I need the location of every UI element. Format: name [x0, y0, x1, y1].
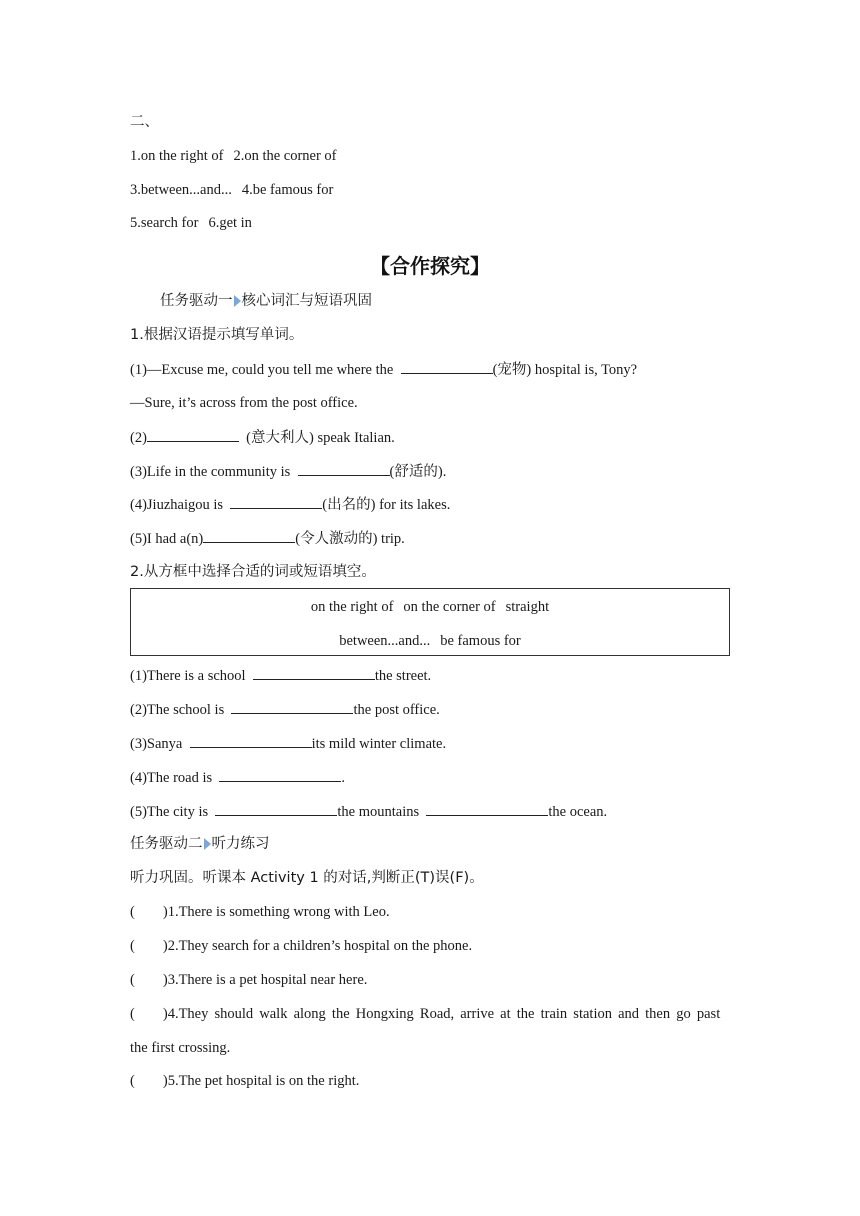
q4-text: (4)Jiuzhaigou is: [130, 497, 224, 513]
q5-text-end: the ocean.: [548, 804, 608, 820]
ex1-q4: [130, 494, 450, 515]
word-box: [130, 588, 730, 656]
section-heading: 【合作探究】: [370, 254, 490, 278]
answer-blank[interactable]: [298, 461, 390, 476]
word-option: between...and...: [339, 633, 431, 649]
word-box-row-1: [131, 597, 729, 617]
tf-statement: 3.There is a pet hospital near here.: [167, 972, 368, 988]
answer-blank[interactable]: [231, 699, 353, 714]
answer-blank[interactable]: [426, 801, 548, 816]
tf-statement: 2.They search for a children’s hospital on the phone.: [167, 938, 473, 954]
tf-item-1: [130, 902, 390, 922]
word-option: straight: [505, 599, 550, 615]
tf-statement: 4.They should walk along the Hongxing Road, arrive at the train station and then go past: [167, 1006, 721, 1022]
q1-text: (1)There is a school: [130, 668, 246, 684]
q4-text: (4)The road is: [130, 770, 213, 786]
answer-blank[interactable]: [147, 427, 239, 442]
arrow-icon: [234, 295, 241, 307]
paren-close: ): [162, 904, 168, 920]
task1-prefix: 任务驱动一: [160, 293, 233, 309]
paren-close: ): [162, 1073, 168, 1089]
task1-title: [160, 291, 372, 311]
q4-text-end: .: [341, 770, 346, 786]
q2-text: (2): [130, 430, 147, 446]
paren-close: ): [162, 1006, 168, 1022]
tf-item-3: [130, 970, 367, 990]
q4-hint: (出名的) for its lakes.: [322, 497, 451, 513]
task2-suffix: 听力练习: [211, 836, 270, 852]
answer-blank[interactable]: [253, 665, 375, 680]
q1-text-end: the street.: [374, 668, 432, 684]
ex1-q2: [130, 427, 395, 448]
q5-text-mid: the mountains: [337, 804, 420, 820]
paren-close: ): [162, 972, 168, 988]
phrase-row-2: [130, 180, 333, 200]
tf-item-4: [130, 1004, 720, 1024]
section-two-label: 二、: [130, 114, 159, 130]
phrase-4: 4.be famous for: [241, 182, 334, 198]
ex1-title: 1.根据汉语提示填写单词。: [130, 327, 304, 343]
answer-blank[interactable]: [190, 733, 312, 748]
q3-text: (3)Sanya: [130, 736, 183, 752]
tf-item-2: [130, 936, 472, 956]
tf-item-5: [130, 1071, 359, 1091]
ex2-q2: [130, 699, 440, 720]
answer-blank[interactable]: [230, 494, 322, 509]
ex2-q1: [130, 665, 431, 686]
ex2-title: 2.从方框中选择合适的词或短语填空。: [130, 564, 376, 580]
answer-blank[interactable]: [203, 528, 295, 543]
ex2-q4: [130, 767, 345, 788]
phrase-1: 1.on the right of: [130, 148, 224, 164]
q2-text-end: the post office.: [353, 702, 440, 718]
ex2-q5: [130, 801, 607, 822]
paren-open: (: [130, 1073, 135, 1089]
q2-text: (2)The school is: [130, 702, 225, 718]
task2-title: [130, 834, 270, 854]
q1-hint: (宠物) hospital is, Tony?: [492, 362, 638, 378]
phrase-3: 3.between...and...: [130, 182, 232, 198]
ex1-q1-response: —Sure, it’s across from the post office.: [130, 395, 358, 411]
phrase-5: 5.search for: [130, 215, 199, 231]
phrase-6: 6.get in: [208, 215, 252, 231]
phrase-row-3: [130, 213, 252, 233]
task2-prefix: 任务驱动二: [130, 836, 203, 852]
ex1-q1: [130, 359, 637, 380]
paren-open: (: [130, 972, 135, 988]
ex1-q5: [130, 528, 405, 549]
q5-hint: (令人激动的) trip.: [295, 531, 405, 547]
q3-text-end: its mild winter climate.: [311, 736, 447, 752]
q3-hint: (舒适的).: [389, 464, 447, 480]
q5-text: (5)I had a(n): [130, 531, 204, 547]
paren-open: (: [130, 1006, 135, 1022]
word-option: on the right of: [310, 599, 394, 615]
q1-text: (1)—Excuse me, could you tell me where the: [130, 362, 394, 378]
phrase-row-1: [130, 146, 337, 166]
word-option: on the corner of: [403, 599, 496, 615]
answer-blank[interactable]: [401, 359, 493, 374]
tf-statement: 1.There is something wrong with Leo.: [167, 904, 390, 920]
listening-instruction: 听力巩固。听课本 Activity 1 的对话,判断正(T)误(F)。: [130, 870, 484, 886]
q5-text: (5)The city is: [130, 804, 209, 820]
word-option: be famous for: [440, 633, 521, 649]
tf-statement: 5.The pet hospital is on the right.: [167, 1073, 360, 1089]
q3-text: (3)Life in the community is: [130, 464, 291, 480]
arrow-icon: [204, 838, 211, 850]
word-box-row-2: [131, 631, 729, 651]
tf-item-4-continued: the first crossing.: [130, 1040, 231, 1056]
paren-open: (: [130, 904, 135, 920]
paren-open: (: [130, 938, 135, 954]
q2-hint: (意大利人) speak Italian.: [246, 430, 395, 446]
paren-close: ): [162, 938, 168, 954]
ex1-q3: [130, 461, 446, 482]
task1-suffix: 核心词汇与短语巩固: [241, 293, 372, 309]
answer-blank[interactable]: [219, 767, 341, 782]
ex2-q3: [130, 733, 446, 754]
answer-blank[interactable]: [215, 801, 337, 816]
phrase-2: 2.on the corner of: [233, 148, 337, 164]
